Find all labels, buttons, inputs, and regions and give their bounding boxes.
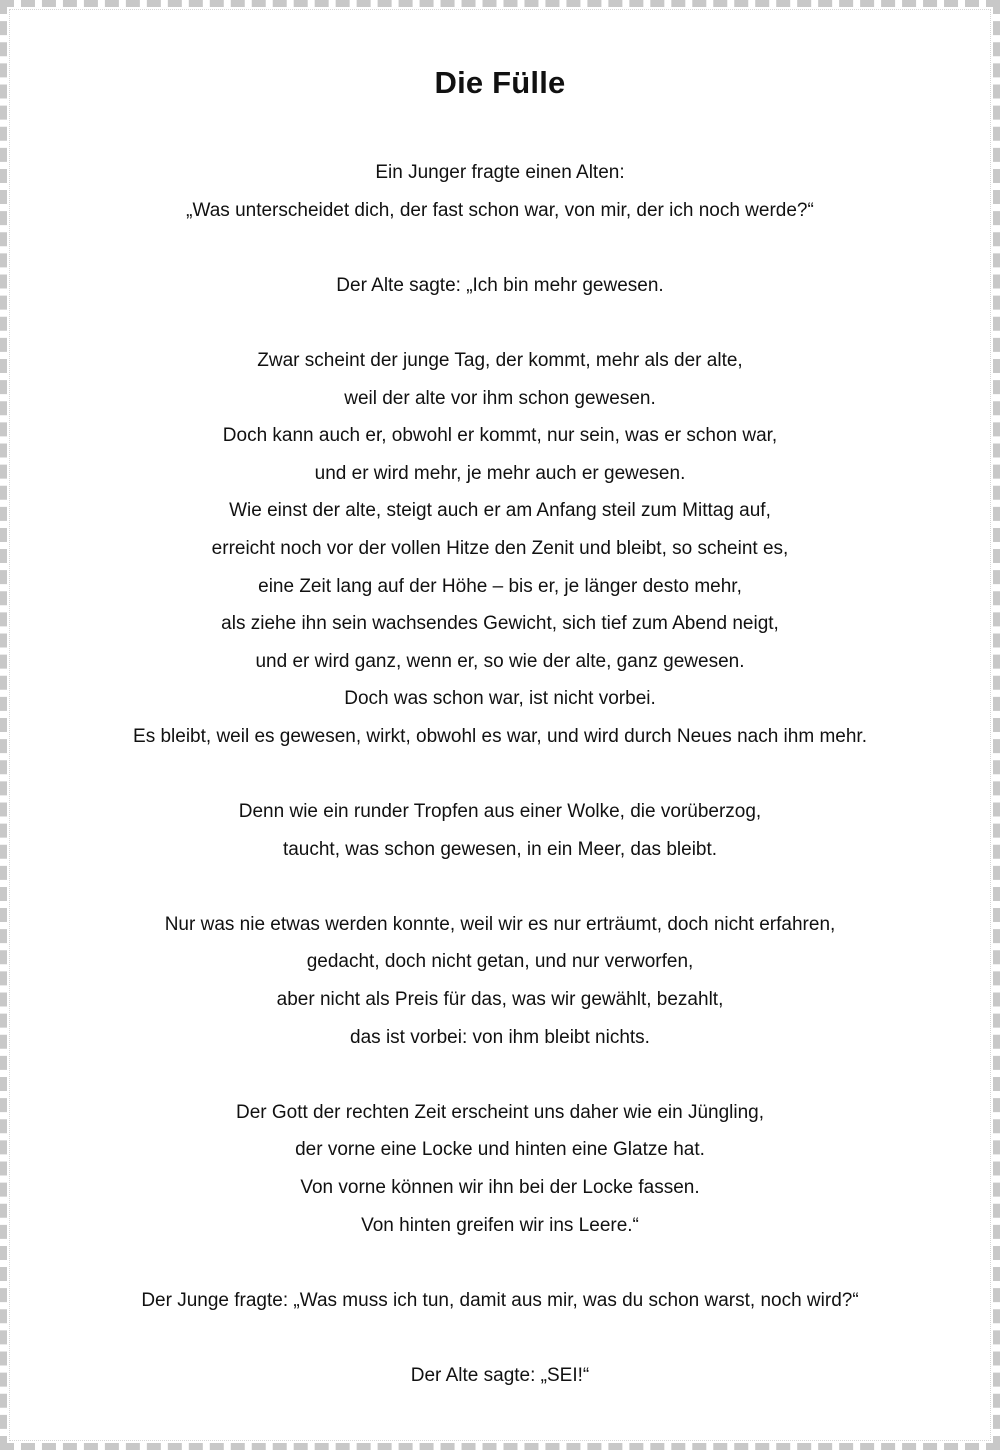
poem-line: weil der alte vor ihm schon gewesen. — [344, 387, 656, 409]
poem-line: taucht, was schon gewesen, in ein Meer, das bleibt. — [282, 838, 718, 860]
poem-line: Von hinten greifen wir ins Leere.“ — [361, 1214, 639, 1236]
poem-stanza — [40, 154, 960, 229]
poem-line: Denn wie ein runder Tropfen aus einer Wolke, die vorüberzog, — [238, 801, 762, 823]
poem-line: aber nicht als Preis für das, was wir gewählt, bezahlt, — [276, 989, 724, 1011]
poem-line: Zwar scheint der junge Tag, der kommt, mehr als der alte, — [257, 349, 743, 371]
poem — [40, 154, 960, 1395]
page-title: Die Fülle — [434, 65, 566, 100]
poem-stanza — [40, 267, 960, 305]
poem-line: Von vorne können wir ihn bei der Locke fassen. — [300, 1177, 700, 1199]
poem-line: das ist vorbei: von ihm bleibt nichts. — [350, 1026, 650, 1048]
poem-line: Wie einst der alte, steigt auch er am Anfang steil zum Mittag auf, — [229, 500, 771, 522]
poem-line: Der Alte sagte: „SEI!“ — [410, 1365, 590, 1386]
poem-line: und er wird mehr, je mehr auch er gewesen. — [314, 462, 686, 484]
poem-line: Nur was nie etwas werden konnte, weil wir es nur erträumt, doch nicht erfahren, — [164, 913, 836, 935]
poem-line: Doch was schon war, ist nicht vorbei. — [344, 688, 656, 710]
poem-line: Der Junge fragte: „Was muss ich tun, damit aus mir, was du schon warst, noch wird?“ — [141, 1289, 859, 1311]
poem-line: „Was unterscheidet dich, der fast schon war, von mir, der ich noch werde?“ — [186, 199, 814, 221]
poem-line: und er wird ganz, wenn er, so wie der alte, ganz gewesen. — [255, 650, 745, 672]
poem-line: Ein Junger fragte einen Alten: — [375, 162, 625, 183]
poem-stanza — [40, 1282, 960, 1320]
poem-stanza — [40, 1094, 960, 1244]
poem-line: Der Gott der rechten Zeit erscheint uns daher wie ein Jüngling, — [235, 1101, 765, 1123]
poem-line: Doch kann auch er, obwohl er kommt, nur sein, was er schon war, — [222, 425, 778, 447]
poem-stanza — [40, 906, 960, 1056]
poem-line: als ziehe ihn sein wachsendes Gewicht, sich tief zum Abend neigt, — [221, 613, 779, 635]
poem-line: eine Zeit lang auf der Höhe – bis er, je länger desto mehr, — [258, 575, 742, 597]
poem-stanza — [40, 342, 960, 756]
poem-stanza — [40, 1357, 960, 1395]
poem-line: gedacht, doch nicht getan, und nur verworfen, — [306, 951, 694, 973]
poem-line: der vorne eine Locke und hinten eine Glatze hat. — [295, 1139, 705, 1161]
document-body — [40, 58, 960, 1432]
poem-line: erreicht noch vor der vollen Hitze den Zenit und bleibt, so scheint es, — [211, 537, 789, 559]
poem-line: Es bleibt, weil es gewesen, wirkt, obwohl es war, und wird durch Neues nach ihm mehr. — [133, 725, 867, 747]
poem-line: Der Alte sagte: „Ich bin mehr gewesen. — [336, 274, 664, 296]
poem-stanza — [40, 793, 960, 868]
